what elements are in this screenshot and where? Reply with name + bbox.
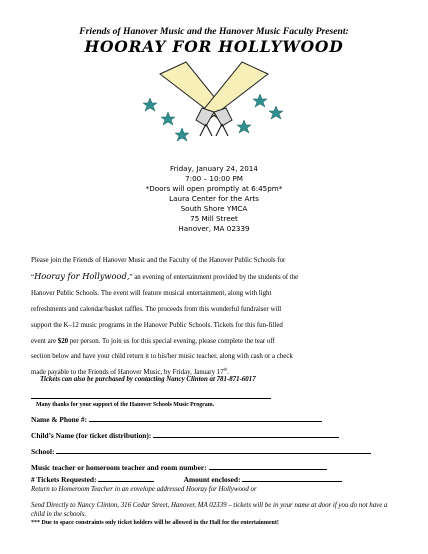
child-name-row [31,430,339,440]
name-phone-row [31,414,322,424]
school-row [31,446,371,456]
page-title: HOORAY FOR HOLLYWOOD [84,37,344,56]
ticket-price: $20 [57,337,69,345]
body-line: Please join the Friends of Hanover Music and the Faculty of the Hanover Public Schools for [31,257,286,264]
event-date: Friday, January 24, 2014 [170,164,258,173]
send-instructions: Send Directly to Nancy Clinton, 316 Cedar Street, Hanover, MA 02339 – tickets will be in your name at door if you do not have a child in the schools. [31,502,388,518]
body-text: made payable to the Friends of Hanover Music, by Friday, January 17 [31,369,224,377]
amount-enclosed-label: Amount enclosed: [183,475,241,484]
name-phone-field[interactable] [89,414,322,422]
tickets-contact-note: Tickets can also be purchased by contacting Nancy Clinton at 781-871-6017 [40,376,256,383]
invitation-body [31,253,393,381]
quote-open: “ [31,273,35,281]
child-name-field[interactable] [153,430,339,438]
right-lamp-icon [196,108,214,136]
thanks-note: Many thanks for your support of the Hanover Schools Music Program. [36,402,215,408]
star-icon [143,98,157,111]
star-icon [269,106,283,119]
body-line [31,269,393,286]
body-line: refreshments and calendar/basket raffles. The proceeds from this wonderful fundraiser will [31,305,282,313]
body-line: support the K–12 music programs in the Hanover Public Schools. Tickets for this fun-filled [31,321,283,329]
body-text: . [227,369,229,377]
teacher-label: Music teacher or homeroom teacher and room number: [31,463,207,472]
spotlights-and-stars-icon [140,58,288,148]
doors-note: *Doors will open promptly at 6:45pm* [145,184,283,193]
tear-off-divider [31,398,271,399]
star-icon [237,120,251,133]
teacher-field[interactable] [209,462,327,470]
left-lamp-icon [214,108,232,136]
body-line: section below and have your child return it to his/her music teacher, along with cash or a check [31,353,293,361]
venue-street: 75 Mill Street [190,214,238,223]
event-name: Hooray for Hollywood, [34,270,130,281]
body-text: event are [31,337,58,345]
venue-city: Hanover, MA 02339 [178,224,250,233]
school-label: School: [31,447,55,456]
body-line: Hanover Public Schools. The event will feature musical entertainment, along with light [31,289,272,297]
star-icon [161,112,175,125]
teacher-row [31,462,327,472]
name-phone-label: Name & Phone #: [31,415,88,424]
tickets-requested-field[interactable] [98,474,154,482]
amount-enclosed-field[interactable] [242,474,342,482]
school-field[interactable] [56,446,371,454]
tickets-row [31,474,342,484]
ordinal-suffix: th [223,367,228,373]
body-text: per person. To join us for this special evening, please complete the tear off [68,337,275,345]
space-constraint-note: *** Due to space constraints only ticket holders will be allowed in the Hall for the entertainment! [31,520,279,526]
star-icon [253,94,267,107]
tickets-requested-label: # Tickets Requested: [31,475,97,484]
presenter-line: Friends of Hanover Music and the Hanover Music Faculty Present: [79,26,349,37]
star-icon [175,128,189,141]
quote-close: ” [129,273,133,281]
return-instructions: Return to Homeroom Teacher in an envelope addressed Hooray for Hollywood or [31,486,257,493]
event-time: 7:00 – 10:00 PM [185,174,243,183]
venue-name: Laura Center for the Arts [169,194,259,203]
venue-building: South Shore YMCA [180,204,248,213]
child-name-label: Child’s Name (for ticket distribution): [31,431,152,440]
body-line-rest: an evening of entertainment provided by the students of the [132,273,299,281]
body-line [31,334,393,350]
